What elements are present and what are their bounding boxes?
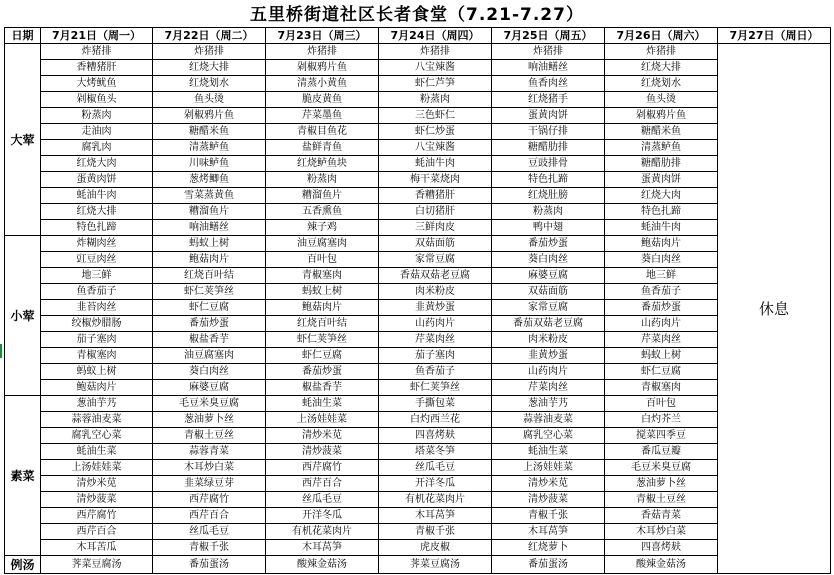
dish-cell: 糖醋米鱼 xyxy=(153,124,266,140)
dish-cell: 鸭中翅 xyxy=(492,220,605,236)
menu-row xyxy=(5,252,831,268)
dish-cell: 蒜蓉油麦菜 xyxy=(492,412,605,428)
menu-row xyxy=(5,412,831,428)
dish-cell: 双菇面筋 xyxy=(492,284,605,300)
dish-cell: 清蒸鲈鱼 xyxy=(153,140,266,156)
menu-row xyxy=(5,76,831,92)
menu-row xyxy=(5,220,831,236)
dish-cell: 清炒米苋 xyxy=(41,476,153,492)
header-cell: 7月23日（周三） xyxy=(266,28,379,44)
dish-cell: 走油肉 xyxy=(41,124,153,140)
dish-cell: 青椒土豆丝 xyxy=(605,492,718,508)
menu-row xyxy=(5,380,831,396)
dish-cell: 蚂蚁上树 xyxy=(605,348,718,364)
dish-cell: 葱油芋艿 xyxy=(41,396,153,412)
dish-cell: 八宝辣酱 xyxy=(379,140,492,156)
dish-cell: 蚝油牛肉 xyxy=(379,156,492,172)
dish-cell: 蚂蚁上树 xyxy=(153,236,266,252)
dish-cell: 搅菜四季豆 xyxy=(605,428,718,444)
category-label: 素菜 xyxy=(5,396,41,556)
dish-cell: 红烧大排 xyxy=(41,204,153,220)
dish-cell: 番茄蛋汤 xyxy=(492,556,605,574)
dish-cell: 韭黄炒蛋 xyxy=(492,348,605,364)
sunday-rest-cell: 休息 xyxy=(718,44,831,574)
dish-cell: 韭苔肉丝 xyxy=(41,300,153,316)
dish-cell: 清蒸小黄鱼 xyxy=(266,76,379,92)
dish-cell: 葱油萝卜丝 xyxy=(605,476,718,492)
dish-cell: 香糟猪肝 xyxy=(41,60,153,76)
dish-cell: 豆豉排骨 xyxy=(492,156,605,172)
dish-cell: 虾仁豆腐 xyxy=(266,348,379,364)
dish-cell: 糟溜鱼片 xyxy=(266,188,379,204)
dish-cell: 芹菜肉丝 xyxy=(605,332,718,348)
dish-cell: 蚂蚁上树 xyxy=(41,364,153,380)
dish-cell: 蚝油生菜 xyxy=(41,444,153,460)
header-cell: 日期 xyxy=(5,28,41,44)
dish-cell: 地三鲜 xyxy=(41,268,153,284)
dish-cell: 酸辣金菇汤 xyxy=(266,556,379,574)
dish-cell: 毛豆米臭豆腐 xyxy=(605,460,718,476)
dish-cell: 鲍菇肉片 xyxy=(153,252,266,268)
dish-cell: 丝瓜毛豆 xyxy=(153,524,266,540)
dish-cell: 虾仁荚笋丝 xyxy=(379,380,492,396)
menu-row xyxy=(5,556,831,574)
menu-row xyxy=(5,92,831,108)
dish-cell: 清炒菠菜 xyxy=(41,492,153,508)
dish-cell: 脆皮黄鱼 xyxy=(266,92,379,108)
header-row xyxy=(5,28,831,44)
dish-cell: 鱼香茄子 xyxy=(605,284,718,300)
menu-row xyxy=(5,60,831,76)
dish-cell: 手撕包菜 xyxy=(379,396,492,412)
dish-cell: 西芹百合 xyxy=(266,476,379,492)
dish-cell: 红烧大肉 xyxy=(605,188,718,204)
menu-row xyxy=(5,140,831,156)
dish-cell: 大烤鱿鱼 xyxy=(41,76,153,92)
dish-cell: 双菇面筋 xyxy=(379,236,492,252)
dish-cell: 香糟猪肝 xyxy=(379,188,492,204)
dish-cell: 炸猪排 xyxy=(41,44,153,60)
dish-cell: 青椒千张 xyxy=(153,540,266,556)
menu-row xyxy=(5,428,831,444)
dish-cell: 蒜蓉青菜 xyxy=(153,444,266,460)
dish-cell: 鲍菇肉片 xyxy=(41,380,153,396)
dish-cell: 上汤娃娃菜 xyxy=(266,412,379,428)
dish-cell: 红烧大排 xyxy=(605,60,718,76)
dish-cell: 西芹百合 xyxy=(41,524,153,540)
dish-cell: 粉蒸肉 xyxy=(379,92,492,108)
menu-row xyxy=(5,284,831,300)
dish-cell: 剁椒鸦片鱼 xyxy=(605,108,718,124)
category-label: 例汤 xyxy=(5,556,41,574)
dish-cell: 鱼头烫 xyxy=(153,92,266,108)
dish-cell: 虾仁芦笋 xyxy=(379,76,492,92)
dish-cell: 蚝油生菜 xyxy=(266,396,379,412)
dish-cell: 响油鳝丝 xyxy=(492,60,605,76)
menu-row xyxy=(5,316,831,332)
dish-cell: 韭黄炒蛋 xyxy=(379,300,492,316)
dish-cell: 三鲜肉皮 xyxy=(379,220,492,236)
dish-cell: 蚝油牛肉 xyxy=(41,188,153,204)
dish-cell: 葱烤鲫鱼 xyxy=(153,172,266,188)
menu-row xyxy=(5,124,831,140)
dish-cell: 茄子塞肉 xyxy=(41,332,153,348)
dish-cell: 木耳莴笋 xyxy=(492,524,605,540)
dish-cell: 木耳莴笋 xyxy=(266,540,379,556)
menu-row xyxy=(5,476,831,492)
dish-cell: 响油鳝丝 xyxy=(153,220,266,236)
dish-cell: 肉米粉皮 xyxy=(492,332,605,348)
dish-cell: 四喜烤麸 xyxy=(605,540,718,556)
dish-cell: 番茄炒蛋 xyxy=(153,316,266,332)
dish-cell: 番茄蛋汤 xyxy=(153,556,266,574)
dish-cell: 有机花菜肉片 xyxy=(266,524,379,540)
dish-cell: 青椒土豆丝 xyxy=(153,428,266,444)
dish-cell: 香菇双菇老豆腐 xyxy=(379,268,492,284)
dish-cell: 蚝油生菜 xyxy=(492,444,605,460)
dish-cell: 虾仁荚笋丝 xyxy=(266,332,379,348)
dish-cell: 五香熏鱼 xyxy=(266,204,379,220)
dish-cell: 椒盐香芋 xyxy=(153,332,266,348)
dish-cell: 清炒菠菜 xyxy=(492,492,605,508)
dish-cell: 腐乳空心菜 xyxy=(41,428,153,444)
dish-cell: 西芹腐竹 xyxy=(153,492,266,508)
menu-row xyxy=(5,188,831,204)
dish-cell: 炸猪排 xyxy=(605,44,718,60)
header-cell: 7月27日（周日） xyxy=(718,28,831,44)
menu-table xyxy=(4,27,831,574)
dish-cell: 特色扎蹄 xyxy=(605,204,718,220)
dish-cell: 酸辣金菇汤 xyxy=(605,556,718,574)
dish-cell: 红烧猪手 xyxy=(492,92,605,108)
dish-cell: 清蒸鲈鱼 xyxy=(605,140,718,156)
dish-cell: 番茄炒蛋 xyxy=(266,364,379,380)
dish-cell: 木耳苦瓜 xyxy=(41,540,153,556)
dish-cell: 梅干菜烧肉 xyxy=(379,172,492,188)
dish-cell: 葵白肉丝 xyxy=(605,252,718,268)
dish-cell: 葱油萝卜丝 xyxy=(153,412,266,428)
menu-row xyxy=(5,236,831,252)
dish-cell: 丝瓜毛豆 xyxy=(266,492,379,508)
dish-cell: 有机花菜肉片 xyxy=(379,492,492,508)
dish-cell: 炸猪排 xyxy=(266,44,379,60)
category-label: 小荤 xyxy=(5,236,41,396)
dish-cell: 鱼香茄子 xyxy=(41,284,153,300)
header-cell: 7月26日（周六） xyxy=(605,28,718,44)
dish-cell: 西芹腐竹 xyxy=(266,460,379,476)
menu-row xyxy=(5,44,831,60)
dish-cell: 糖醋肋排 xyxy=(492,140,605,156)
dish-cell: 八宝辣酱 xyxy=(379,60,492,76)
dish-cell: 青椒塞肉 xyxy=(41,348,153,364)
dish-cell: 香菇青菜 xyxy=(605,508,718,524)
dish-cell: 炸猪排 xyxy=(379,44,492,60)
dish-cell: 糖醋米鱼 xyxy=(605,124,718,140)
dish-cell: 腐乳空心菜 xyxy=(492,428,605,444)
menu-row xyxy=(5,156,831,172)
dish-cell: 白切猪肝 xyxy=(379,204,492,220)
dish-cell: 川味鲈鱼 xyxy=(153,156,266,172)
dish-cell: 芹菜肉丝 xyxy=(492,380,605,396)
dish-cell: 山药肉片 xyxy=(605,316,718,332)
dish-cell: 白灼芥兰 xyxy=(605,412,718,428)
dish-cell: 红烧百叶结 xyxy=(153,268,266,284)
menu-row xyxy=(5,300,831,316)
dish-cell: 虎皮椒 xyxy=(379,540,492,556)
dish-cell: 山药肉片 xyxy=(379,316,492,332)
dish-cell: 红烧大排 xyxy=(153,60,266,76)
menu-row xyxy=(5,508,831,524)
dish-cell: 油豆腐塞肉 xyxy=(266,236,379,252)
menu-row xyxy=(5,204,831,220)
menu-row xyxy=(5,332,831,348)
dish-cell: 特色扎蹄 xyxy=(492,172,605,188)
dish-cell: 蛋黄肉饼 xyxy=(605,172,718,188)
dish-cell: 家常豆腐 xyxy=(379,252,492,268)
dish-cell: 虾仁豆腐 xyxy=(605,364,718,380)
dish-cell: 麻婆豆腐 xyxy=(153,380,266,396)
dish-cell: 剁椒鱼头 xyxy=(41,92,153,108)
dish-cell: 油豆腐塞肉 xyxy=(153,348,266,364)
menu-row xyxy=(5,348,831,364)
dish-cell: 粉蒸肉 xyxy=(41,108,153,124)
dish-cell: 绞椒炒腊肠 xyxy=(41,316,153,332)
dish-cell: 虾仁豆腐 xyxy=(153,300,266,316)
row-selection-marker xyxy=(0,344,2,358)
menu-row xyxy=(5,492,831,508)
dish-cell: 木耳莴笋 xyxy=(379,508,492,524)
dish-cell: 剁椒鸦片鱼 xyxy=(266,60,379,76)
dish-cell: 腐乳肉 xyxy=(41,140,153,156)
dish-cell: 百叶包 xyxy=(266,252,379,268)
dish-cell: 清炒米苋 xyxy=(492,476,605,492)
menu-body xyxy=(5,44,831,574)
header-cell: 7月21日（周一） xyxy=(41,28,153,44)
menu-row xyxy=(5,540,831,556)
dish-cell: 上汤娃娃菜 xyxy=(41,460,153,476)
dish-cell: 清炒米苋 xyxy=(266,428,379,444)
dish-cell: 茄子塞肉 xyxy=(379,348,492,364)
dish-cell: 木耳炒白菜 xyxy=(605,524,718,540)
dish-cell: 剁椒鸦片鱼 xyxy=(153,108,266,124)
dish-cell: 番茄炒蛋 xyxy=(492,236,605,252)
dish-cell: 蚝油牛肉 xyxy=(605,220,718,236)
dish-cell: 四喜烤麸 xyxy=(379,428,492,444)
menu-row xyxy=(5,268,831,284)
dish-cell: 青椒塞肉 xyxy=(605,380,718,396)
dish-cell: 开洋冬瓜 xyxy=(266,508,379,524)
dish-cell: 鱼香茄子 xyxy=(379,364,492,380)
dish-cell: 鲍菇肉片 xyxy=(605,236,718,252)
dish-cell: 红烧划水 xyxy=(605,76,718,92)
category-label: 大荤 xyxy=(5,44,41,236)
dish-cell: 虾仁荚笋丝 xyxy=(153,284,266,300)
dish-cell: 荠菜豆腐汤 xyxy=(379,556,492,574)
dish-cell: 蒜蓉油麦菜 xyxy=(41,412,153,428)
dish-cell: 番茄炒蛋 xyxy=(605,300,718,316)
dish-cell: 木耳炒白菜 xyxy=(153,460,266,476)
menu-row xyxy=(5,172,831,188)
dish-cell: 炸猪排 xyxy=(153,44,266,60)
dish-cell: 红烧划水 xyxy=(153,76,266,92)
dish-cell: 塔菜冬笋 xyxy=(379,444,492,460)
dish-cell: 番瓜豆瓣 xyxy=(605,444,718,460)
dish-cell: 三色虾仁 xyxy=(379,108,492,124)
dish-cell: 葱油芋艿 xyxy=(492,396,605,412)
dish-cell: 家常豆腐 xyxy=(492,300,605,316)
dish-cell: 上汤娃娃菜 xyxy=(492,460,605,476)
header-cell: 7月24日（周四） xyxy=(379,28,492,44)
header-cell: 7月25日（周五） xyxy=(492,28,605,44)
dish-cell: 干锅仔排 xyxy=(492,124,605,140)
dish-cell: 白灼西兰花 xyxy=(379,412,492,428)
dish-cell: 红烧肚膀 xyxy=(492,188,605,204)
dish-cell: 丝瓜毛豆 xyxy=(379,460,492,476)
dish-cell: 清炒菠菜 xyxy=(266,444,379,460)
dish-cell: 芹菜墨鱼 xyxy=(266,108,379,124)
dish-cell: 山药肉片 xyxy=(492,364,605,380)
dish-cell: 蚂蚁上树 xyxy=(266,284,379,300)
menu-row xyxy=(5,524,831,540)
dish-cell: 麻婆豆腐 xyxy=(492,268,605,284)
dish-cell: 蛋黄肉饼 xyxy=(492,108,605,124)
dish-cell: 百叶包 xyxy=(605,396,718,412)
dish-cell: 炸猪排 xyxy=(492,44,605,60)
dish-cell: 番茄双菇老豆腐 xyxy=(492,316,605,332)
dish-cell: 芹菜肉丝 xyxy=(379,332,492,348)
dish-cell: 开洋冬瓜 xyxy=(379,476,492,492)
dish-cell: 红烧大肉 xyxy=(41,156,153,172)
dish-cell: 韭菜绿豆芽 xyxy=(153,476,266,492)
dish-cell: 毛豆米臭豆腐 xyxy=(153,396,266,412)
dish-cell: 鲍菇肉片 xyxy=(266,300,379,316)
dish-cell: 特色扎蹄 xyxy=(41,220,153,236)
dish-cell: 红烧鲈鱼块 xyxy=(266,156,379,172)
dish-cell: 鱼香肉丝 xyxy=(492,76,605,92)
dish-cell: 糟溜鱼片 xyxy=(153,204,266,220)
dish-cell: 粉蒸肉 xyxy=(266,172,379,188)
dish-cell: 辣子鸡 xyxy=(266,220,379,236)
dish-cell: 糖醋肋排 xyxy=(605,156,718,172)
dish-cell: 青椒塞肉 xyxy=(266,268,379,284)
dish-cell: 虾仁炒蛋 xyxy=(379,124,492,140)
menu-row xyxy=(5,108,831,124)
menu-row xyxy=(5,396,831,412)
dish-cell: 青椒千张 xyxy=(379,524,492,540)
dish-cell: 荠菜豆腐汤 xyxy=(41,556,153,574)
dish-cell: 青椒目鱼花 xyxy=(266,124,379,140)
dish-cell: 红烧萝卜 xyxy=(492,540,605,556)
dish-cell: 地三鲜 xyxy=(605,268,718,284)
dish-cell: 葵白肉丝 xyxy=(492,252,605,268)
dish-cell: 西芹百合 xyxy=(153,508,266,524)
dish-cell: 炸糊肉丝 xyxy=(41,236,153,252)
dish-cell: 青椒千张 xyxy=(492,508,605,524)
dish-cell: 鱼头烫 xyxy=(605,92,718,108)
dish-cell: 红烧百叶结 xyxy=(266,316,379,332)
dish-cell: 盐鲜青鱼 xyxy=(266,140,379,156)
dish-cell: 肉米粉皮 xyxy=(379,284,492,300)
menu-row xyxy=(5,364,831,380)
header-cell: 7月22日（周二） xyxy=(153,28,266,44)
dish-cell: 粉蒸肉 xyxy=(492,204,605,220)
dish-cell: 豇豆肉丝 xyxy=(41,252,153,268)
dish-cell: 雪菜蒸黄鱼 xyxy=(153,188,266,204)
dish-cell: 西芹腐竹 xyxy=(41,508,153,524)
dish-cell: 蛋黄肉饼 xyxy=(41,172,153,188)
menu-row xyxy=(5,460,831,476)
dish-cell: 椒盐香芋 xyxy=(266,380,379,396)
menu-row xyxy=(5,444,831,460)
dish-cell: 葵白肉丝 xyxy=(153,364,266,380)
page-title: 五里桥街道社区长者食堂（7.21-7.27） xyxy=(250,5,584,25)
